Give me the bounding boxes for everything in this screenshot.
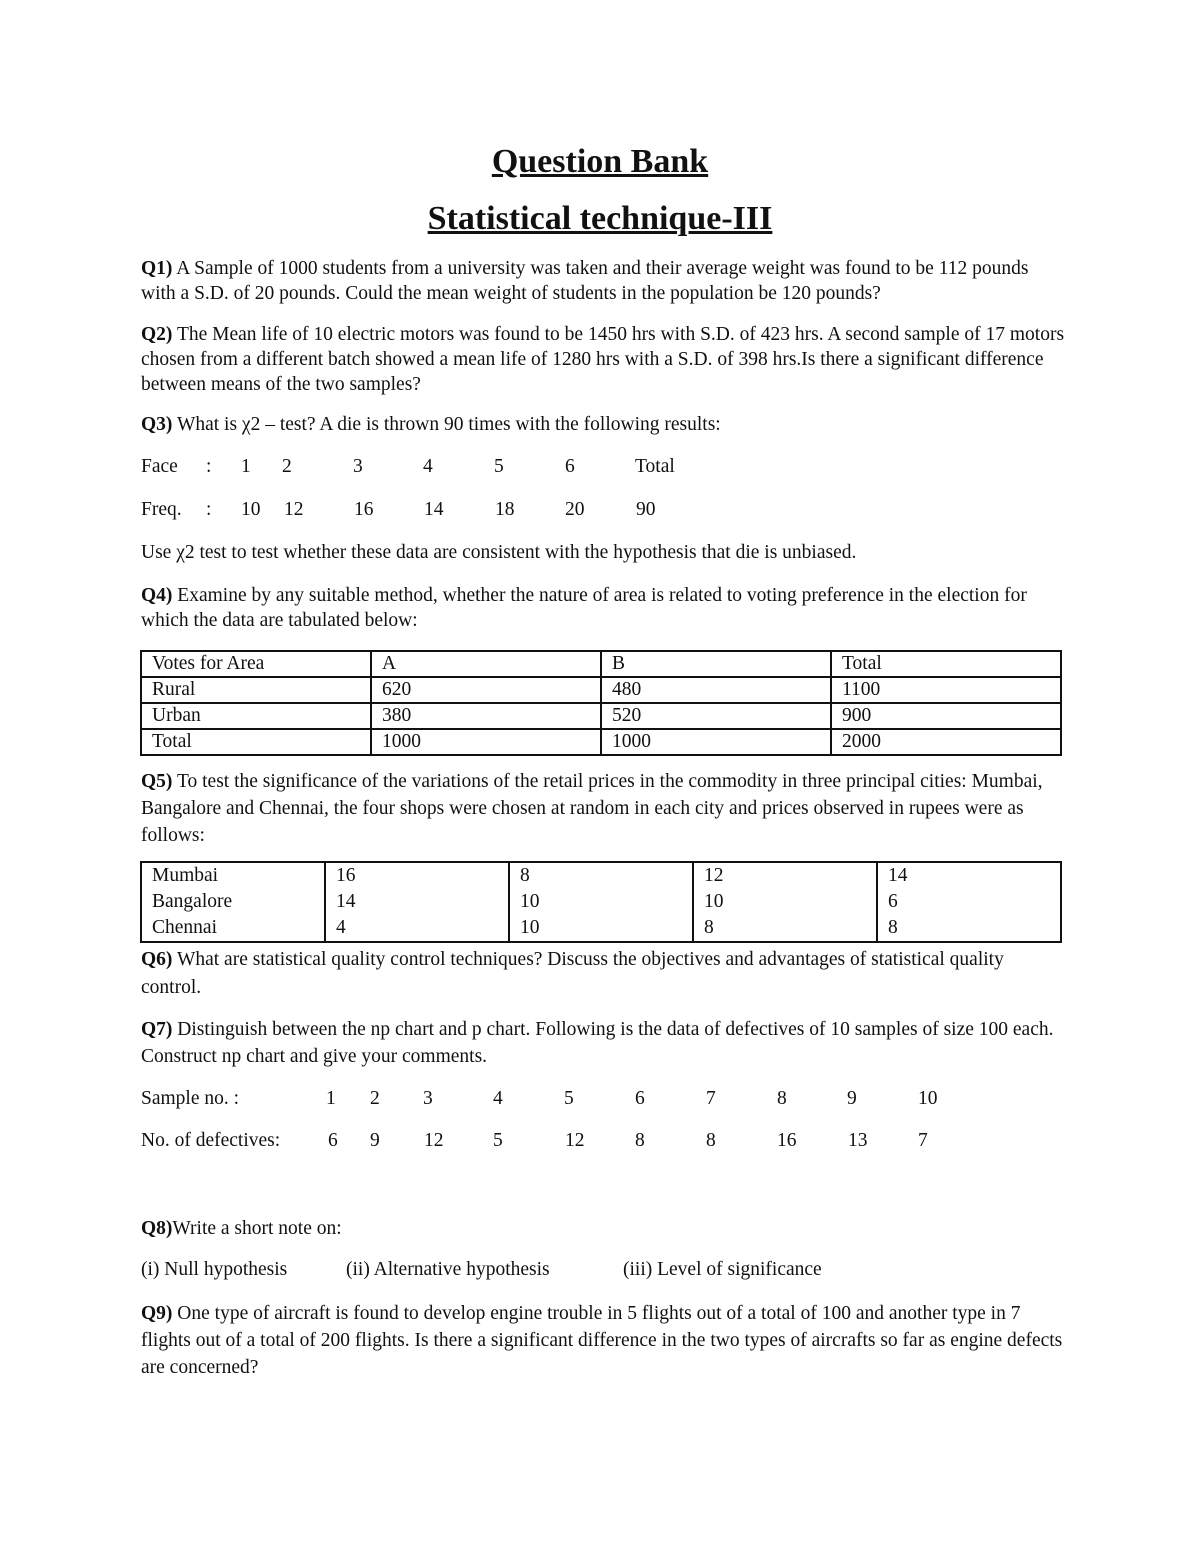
sample-cell: 9 <box>847 1088 857 1109</box>
question-number: Q6) <box>141 949 173 970</box>
defectives-cell: 5 <box>493 1130 503 1151</box>
question-text: To test the significance of the variations of the retail prices in the commodity in three principal cities: Mumbai, Bangalore and Chennai, the four shops were chosen at random in each city and prices observed in rupees were as follows: <box>141 771 1043 846</box>
sample-cell: 6 <box>635 1088 645 1109</box>
table-cell: 6 <box>877 889 1061 915</box>
freq-label: Freq. <box>141 499 182 520</box>
defectives-cell: 8 <box>706 1130 716 1151</box>
table-cell: 16 <box>325 862 509 889</box>
sample-cell: 2 <box>370 1088 380 1109</box>
table-cell: Chennai <box>141 915 325 942</box>
page-subtitle: Statistical technique-III <box>427 200 773 237</box>
table-cell: 8 <box>509 862 693 889</box>
defectives-label: No. of defectives: <box>141 1130 281 1151</box>
table-row <box>141 889 1061 915</box>
page-title: Question Bank <box>491 143 709 180</box>
sample-cell: 8 <box>777 1088 787 1109</box>
sample-cell: 3 <box>423 1088 433 1109</box>
defectives-cell: 7 <box>918 1130 928 1151</box>
table-cell: 4 <box>325 915 509 942</box>
table-cell: Mumbai <box>141 862 325 889</box>
defectives-cell: 12 <box>424 1130 444 1151</box>
question-text: What is χ2 – test? A die is thrown 90 times with the following results: <box>172 414 721 435</box>
freq-colon: : <box>206 499 212 520</box>
freq-cell: 14 <box>424 499 444 520</box>
table-cell: B <box>601 651 831 677</box>
table-cell: 620 <box>371 677 601 703</box>
freq-cell: 16 <box>354 499 374 520</box>
question-6 <box>141 946 1066 1002</box>
question-number: Q9) <box>141 1303 173 1324</box>
table-cell: 10 <box>509 915 693 942</box>
table-cell: 14 <box>877 862 1061 889</box>
defectives-cell: 13 <box>848 1130 868 1151</box>
question-text: One type of aircraft is found to develop engine trouble in 5 flights out of a total of 100 and another type in 7 flights out of a total of 200 flights. Is there a significant difference in the two types of aircrafts so far as engine defects are concerned? <box>141 1303 1063 1378</box>
defectives-cell: 9 <box>370 1130 380 1151</box>
table-cell: 10 <box>509 889 693 915</box>
sample-cell: 10 <box>918 1088 938 1109</box>
note-item: (ii) Alternative hypothesis <box>346 1259 550 1280</box>
table-cell: Bangalore <box>141 889 325 915</box>
question-2 <box>141 322 1066 397</box>
face-cell: Total <box>635 456 675 477</box>
freq-cell: 90 <box>636 499 656 520</box>
question-3 <box>141 412 1066 437</box>
table-cell: 8 <box>693 915 877 942</box>
freq-cell: 20 <box>565 499 585 520</box>
voting-table <box>140 650 1062 756</box>
question-text: Write a short note on: <box>172 1218 342 1239</box>
question-1 <box>141 256 1066 306</box>
table-row <box>141 703 1061 729</box>
face-cell: 2 <box>282 456 292 477</box>
table-cell: Rural <box>141 677 371 703</box>
table-cell: Total <box>141 729 371 755</box>
question-number: Q2) <box>141 324 173 345</box>
table-row <box>141 677 1061 703</box>
sample-cell: 1 <box>326 1088 336 1109</box>
defectives-cell: 12 <box>565 1130 585 1151</box>
face-cell: 1 <box>241 456 251 477</box>
question-number: Q5) <box>141 771 173 792</box>
table-cell: 900 <box>831 703 1061 729</box>
prices-table <box>140 861 1062 943</box>
sample-cell: 7 <box>706 1088 716 1109</box>
table-cell: 2000 <box>831 729 1061 755</box>
table-cell: 380 <box>371 703 601 729</box>
question-number: Q4) <box>141 585 173 606</box>
question-3-followup: Use χ2 test to test whether these data are consistent with the hypothesis that die is unbiased. <box>141 542 857 563</box>
question-9 <box>141 1300 1066 1381</box>
question-8 <box>141 1216 1066 1241</box>
note-item: (i) Null hypothesis <box>141 1259 288 1280</box>
table-cell: 1000 <box>601 729 831 755</box>
sample-cell: 5 <box>564 1088 574 1109</box>
table-cell: 1000 <box>371 729 601 755</box>
question-7 <box>141 1016 1066 1070</box>
question-4 <box>141 583 1066 633</box>
question-number: Q3) <box>141 414 173 435</box>
table-cell: 10 <box>693 889 877 915</box>
face-cell: 6 <box>565 456 575 477</box>
table-cell: Urban <box>141 703 371 729</box>
table-row <box>141 915 1061 942</box>
question-text: A Sample of 1000 students from a university was taken and their average weight was found to be 112 pounds with a S.D. of 20 pounds. Could the mean weight of students in the population be 120 pounds? <box>141 258 1029 304</box>
face-label: Face <box>141 456 178 477</box>
question-text: The Mean life of 10 electric motors was found to be 1450 hrs with S.D. of 423 hrs. A second sample of 17 motors chosen from a different batch showed a mean life of 1280 hrs with a S.D. of 398 hrs.Is there a significant difference between means of the two samples? <box>141 324 1065 395</box>
table-cell: 520 <box>601 703 831 729</box>
sample-label: Sample no. : <box>141 1088 240 1109</box>
question-text: Examine by any suitable method, whether the nature of area is related to voting preference in the election for which the data are tabulated below: <box>141 585 1027 631</box>
face-cell: 5 <box>494 456 504 477</box>
freq-cell: 10 <box>241 499 261 520</box>
face-colon: : <box>206 456 212 477</box>
defectives-cell: 6 <box>328 1130 338 1151</box>
table-row <box>141 729 1061 755</box>
table-cell: 480 <box>601 677 831 703</box>
question-text: What are statistical quality control techniques? Discuss the objectives and advantages of statistical quality control. <box>141 949 1004 998</box>
table-cell: 8 <box>877 915 1061 942</box>
table-cell: Votes for Area <box>141 651 371 677</box>
sample-cell: 4 <box>493 1088 503 1109</box>
table-cell: 1100 <box>831 677 1061 703</box>
freq-cell: 18 <box>495 499 515 520</box>
question-number: Q8) <box>141 1218 173 1239</box>
defectives-cell: 16 <box>777 1130 797 1151</box>
question-number: Q7) <box>141 1019 173 1040</box>
question-5 <box>141 768 1066 849</box>
note-item: (iii) Level of significance <box>623 1259 822 1280</box>
face-cell: 3 <box>353 456 363 477</box>
table-cell: 14 <box>325 889 509 915</box>
table-cell: 12 <box>693 862 877 889</box>
table-row <box>141 651 1061 677</box>
question-text: Distinguish between the np chart and p chart. Following is the data of defectives of 10 samples of size 100 each. Construct np chart and give your comments. <box>141 1019 1054 1067</box>
question-number: Q1) <box>141 258 173 279</box>
table-cell: A <box>371 651 601 677</box>
defectives-cell: 8 <box>635 1130 645 1151</box>
freq-cell: 12 <box>284 499 304 520</box>
table-cell: Total <box>831 651 1061 677</box>
table-row <box>141 862 1061 889</box>
face-cell: 4 <box>423 456 433 477</box>
